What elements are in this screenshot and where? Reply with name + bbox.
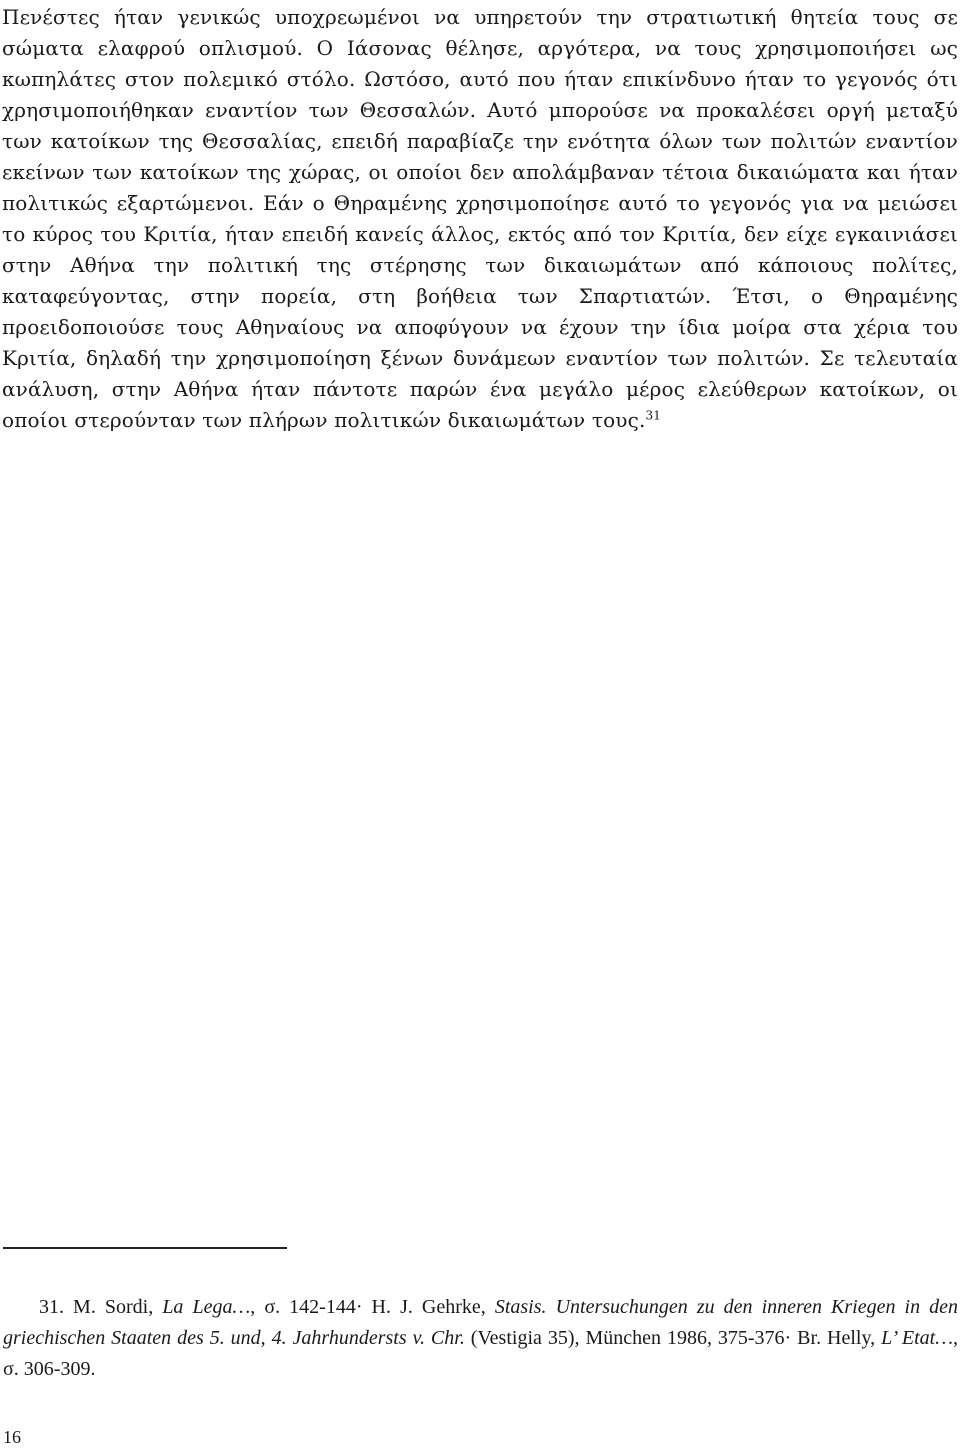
footnote-segment-7: , σ. 306-309. [3, 1327, 958, 1380]
footnote-segment-5: (Vestigia 35), München 1986, 375-376· Br. Helly, [464, 1327, 882, 1349]
footnote-title-la-lega: La Lega… [162, 1296, 251, 1318]
footnote-31 [3, 1292, 958, 1385]
footnote-segment-1: M. Sordi, [64, 1296, 163, 1318]
footnotes-section [3, 1292, 958, 1385]
footnote-reference[interactable]: 31 [645, 408, 662, 423]
paragraph-text: Πενέστες ήταν γενικώς υποχρεωμένοι να υπηρετούν την στρατιωτική θητεία τους σε σώματα ελαφρού οπλισμού. Ο Ιάσονας θέλησε, αργότερα, να τους χρησιμοποιήσει ως κωπηλάτες στον πολεμικό στόλο. Ωστόσο, αυτό που ήταν επικίνδυνο ήταν το γεγονός ότι χρησιμοποιήθηκαν εναντίον των Θεσσαλών. Αυτό μπορούσε να προκαλέσει οργή μεταξύ των κατοίκων της Θεσσαλίας, επειδή παραβίαζε την ενότητα όλων των πολιτών εναντίον εκείνων των κατοίκων της χώρας, οι οποίοι δεν απολάμβαναν τέτοια δικαιώματα και ήταν πολιτικώς εξαρτώμενοι. Εάν ο Θηραμένης χρησιμοποίησε αυτό το γεγονός για να μειώσει το κύρος του Κριτία, ήταν επειδή κανείς άλλος, εκτός από τον Κριτία, δεν είχε εγκαινιάσει στην Αθήνα την πολιτική της στέρησης των δικαιωμάτων από κάποιους πολίτες, καταφεύγοντας, στην πορεία, στη βοήθεια των Σπαρτιατών. Έτσι, ο Θηραμένης προειδοποιούσε τους Αθηναίους να αποφύγουν να έχουν την ίδια μοίρα στα χέρια του Κριτία, δηλαδή την χρησιμοποίηση ξένων δυνάμεων εναντίον των πολιτών. Σε τελευταία ανάλυση, στην Αθήνα ήταν πάντοτε παρών ένα μεγάλο μέρος ελεύθερων κατοίκων, οι οποίοι στερούνταν των πλήρων πολιτικών δικαιωμάτων τους. [2, 5, 958, 432]
main-paragraph [2, 0, 958, 436]
footnote-segment-3: , σ. 142-144· H. J. Gehrke, [250, 1296, 495, 1318]
footnote-divider [3, 1247, 287, 1249]
footnote-number[interactable]: 31. [39, 1296, 64, 1318]
page-number: 16 [3, 1427, 21, 1447]
footnote-title-stasis: Stasis. Untersuchungen zu den inneren Kriegen in den griechischen Staaten des 5. und, 4. Jahrhundersts v. Chr. [3, 1296, 959, 1349]
footnote-title-l-etat: L’ Etat… [881, 1327, 953, 1349]
